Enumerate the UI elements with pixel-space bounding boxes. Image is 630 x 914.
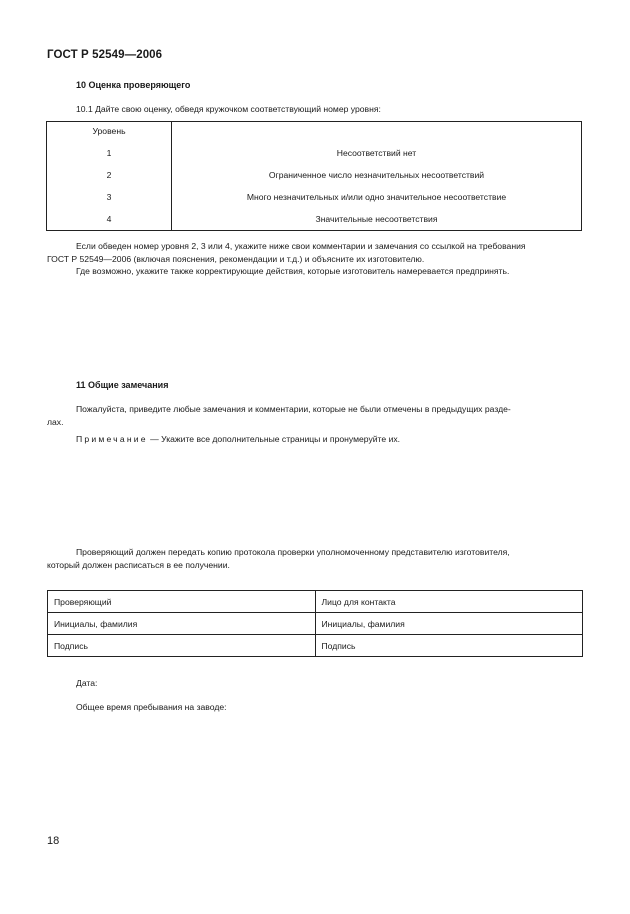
transfer-line2: который должен расписаться в ее получении. [47, 560, 230, 570]
table-row [48, 635, 583, 657]
level-description: Много незначительных и/или одно значительное несоответствие [246, 192, 507, 202]
rating-table [46, 121, 582, 231]
level-value[interactable]: 3 [106, 192, 112, 202]
general-remarks-line2: лах. [47, 417, 64, 427]
comments-instruction-line1: Если обведен номер уровня 2, 3 или 4, укажите ниже свои комментарии и замечания со ссылкой на требования [76, 241, 526, 251]
comments-instruction-line2: ГОСТ Р 52549—2006 (включая пояснения, рекомендации и т.д.) и объясните их изготовителю. [47, 254, 425, 264]
level-header: Уровень [92, 126, 126, 136]
note-text: — Укажите все дополнительные страницы и пронумеруйте их. [147, 434, 401, 444]
date-label: Дата: [76, 678, 98, 688]
general-remarks-line1: Пожалуйста, приведите любые замечания и комментарии, которые не были отмечены в предыдущих разде- [76, 404, 511, 414]
level-value[interactable]: 2 [106, 170, 112, 180]
section-10-title: 10 Оценка проверяющего [76, 80, 191, 90]
document-header: ГОСТ Р 52549—2006 [47, 49, 163, 61]
inspector-signature-field[interactable]: Подпись [48, 635, 316, 657]
total-time-label: Общее время пребывания на заводе: [76, 702, 227, 712]
level-column [47, 122, 172, 231]
inspector-cell: Проверяющий [48, 591, 316, 613]
inspector-name-field[interactable]: Инициалы, фамилия [48, 613, 316, 635]
note [76, 433, 400, 446]
contact-person-cell: Лицо для контакта [315, 591, 583, 613]
table-row [48, 591, 583, 613]
signature-table [47, 590, 583, 657]
table-row [48, 613, 583, 635]
contact-name-field[interactable]: Инициалы, фамилия [315, 613, 583, 635]
level-description: Несоответствий нет [336, 148, 417, 158]
contact-signature-field[interactable]: Подпись [315, 635, 583, 657]
page-number: 18 [47, 835, 60, 847]
comments-instruction-line3: Где возможно, укажите также корректирующие действия, которые изготовитель намеревается предпринять. [76, 266, 510, 276]
level-value[interactable]: 4 [106, 214, 112, 224]
level-value[interactable]: 1 [106, 148, 112, 158]
level-description: Ограниченное число незначительных несоответствий [268, 170, 485, 180]
section-11-title: 11 Общие замечания [76, 380, 169, 390]
section-10-instruction: 10.1 Дайте свою оценку, обведя кружочком соответствующий номер уровня: [76, 104, 381, 114]
description-column [172, 122, 582, 231]
note-label: Примечание [76, 434, 148, 444]
transfer-line1: Проверяющий должен передать копию протокола проверки уполномоченному представителю изготовителя, [76, 547, 510, 557]
level-description: Значительные несоответствия [315, 214, 438, 224]
